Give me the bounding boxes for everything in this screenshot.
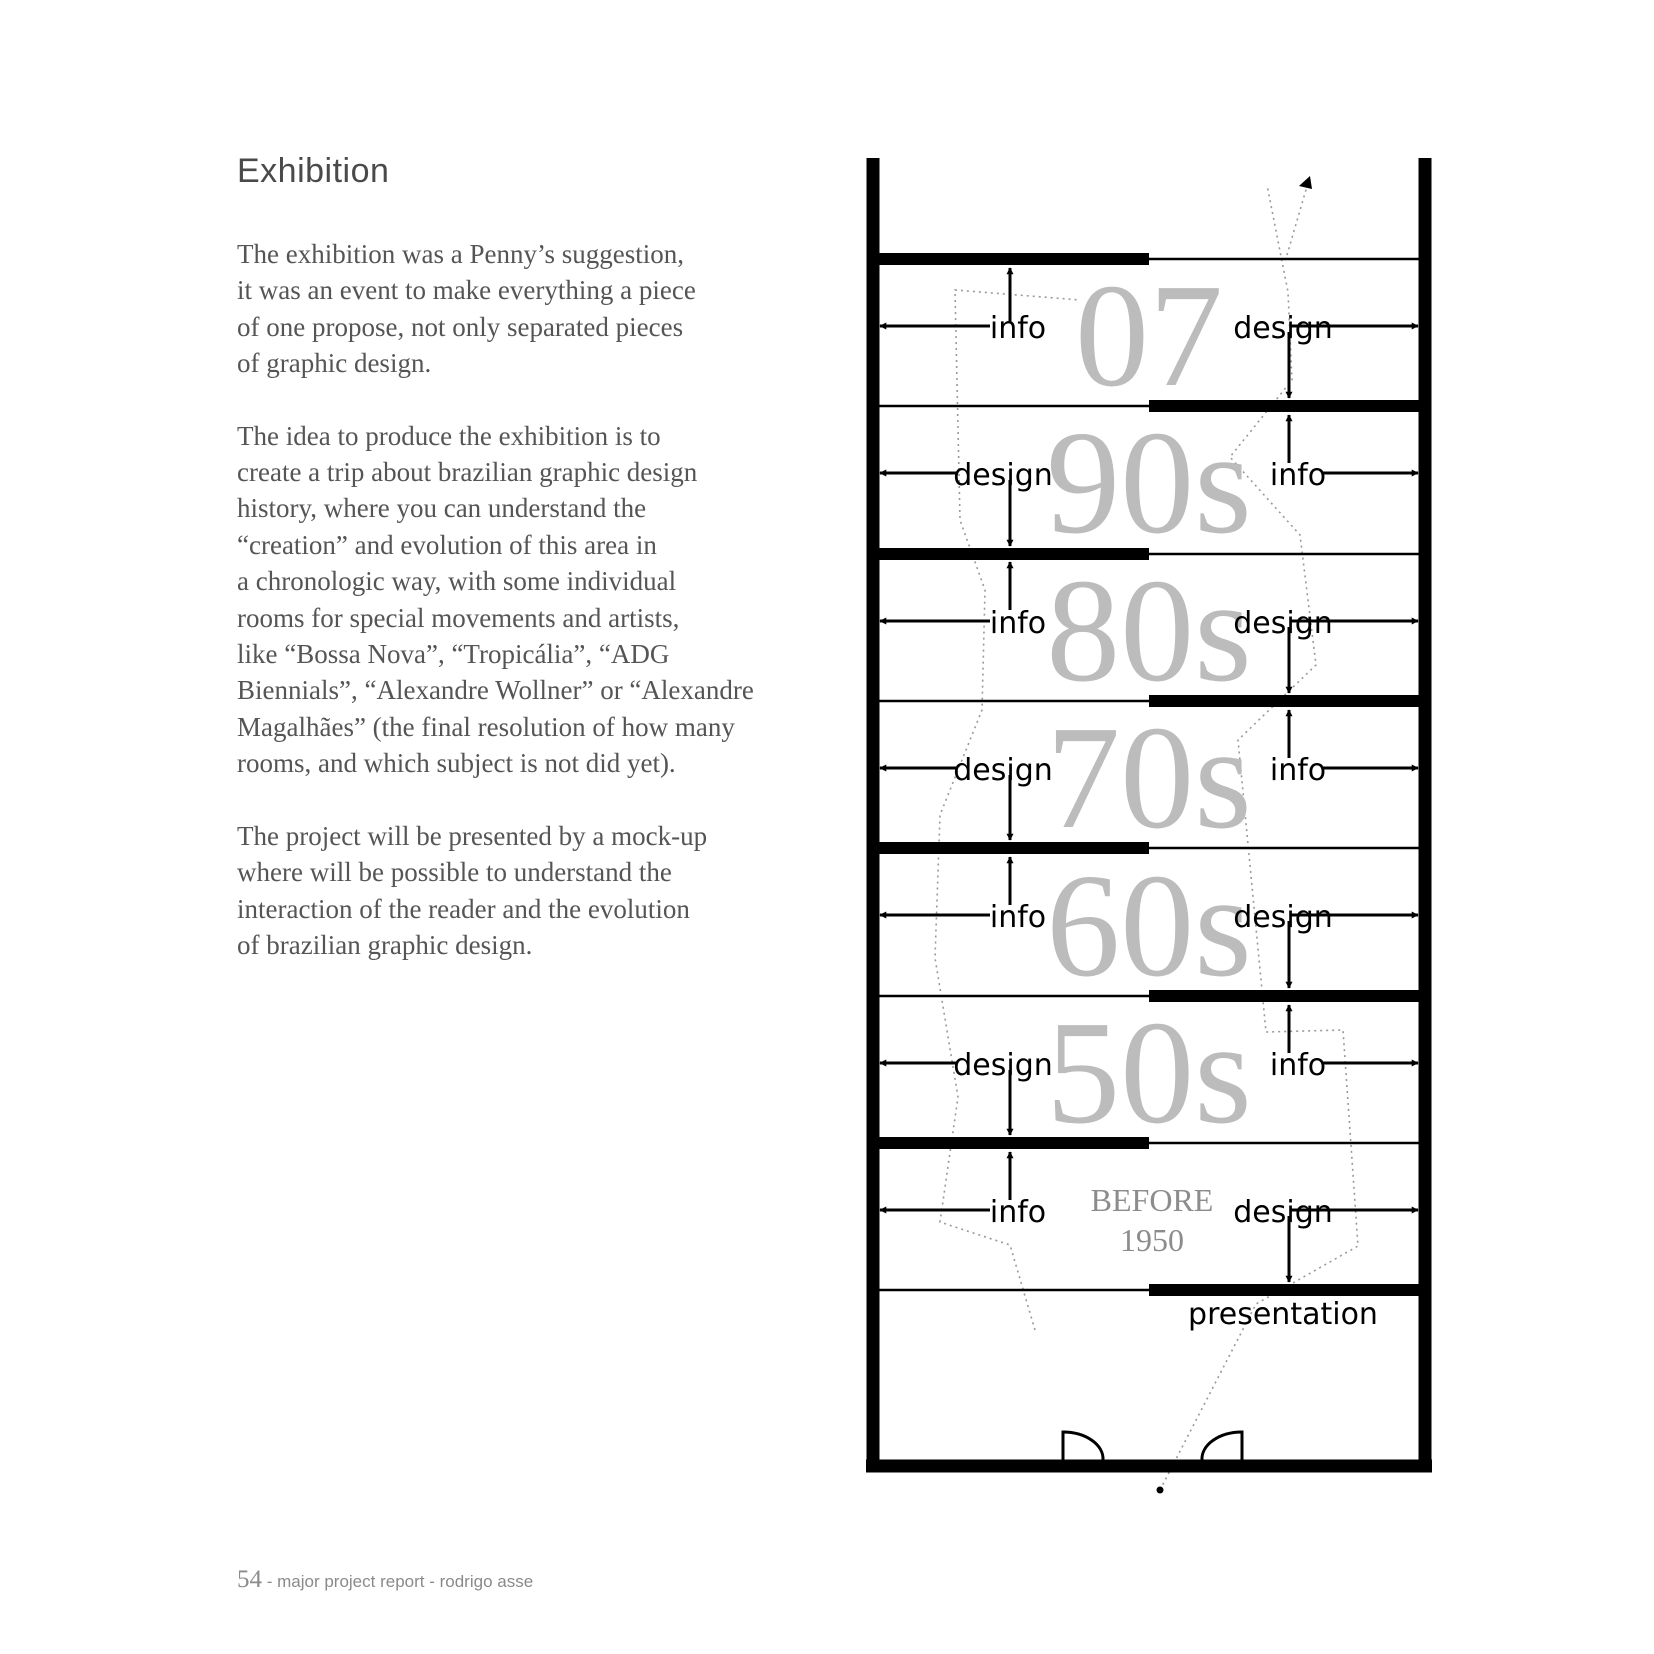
room-label-design: design xyxy=(953,458,1053,493)
room-label-info: info xyxy=(1269,753,1327,788)
path-start-dot xyxy=(1157,1487,1164,1494)
room-label-info: info xyxy=(989,311,1047,346)
room-label-info: info xyxy=(1269,1048,1327,1083)
paragraph-3: The project will be presented by a mock-up where will be possible to understand the interaction of the reader and the evolution of brazilian graphic design. xyxy=(237,820,708,960)
presentation-label: presentation xyxy=(1188,1297,1378,1332)
room-label-design: design xyxy=(953,753,1053,788)
room-decade: 70s xyxy=(1046,696,1252,860)
room-label-design: design xyxy=(1233,606,1333,641)
page-number: 54 xyxy=(237,1566,262,1593)
room-decade-before: BEFORE xyxy=(1090,1182,1214,1218)
page-title: Exhibition xyxy=(237,152,390,190)
room-label-info: info xyxy=(989,1195,1047,1230)
room-decade: 07 xyxy=(1075,254,1223,418)
room-label-design: design xyxy=(953,1048,1053,1083)
room-label-info: info xyxy=(989,606,1047,641)
room-label-info: info xyxy=(989,900,1047,935)
paragraph-1: The exhibition was a Penny’s suggestion, it was an event to make everything a piece of one propose, not only separated pieces of graphic design. xyxy=(237,239,696,379)
path-end xyxy=(1287,176,1310,255)
footer-text: - major project report - rodrigo asse xyxy=(262,1572,534,1591)
room-decade: 80s xyxy=(1046,549,1252,713)
door-right-icon xyxy=(1202,1432,1242,1460)
page-footer xyxy=(237,1566,533,1594)
room-decade-year: 1950 xyxy=(1120,1222,1184,1258)
door-left-icon xyxy=(1063,1432,1103,1460)
room-decade: 60s xyxy=(1046,844,1252,1008)
room-label-design: design xyxy=(1233,311,1333,346)
paragraph-2: The idea to produce the exhibition is to create a trip about brazilian graphic design history, where you can understand the “creation” and evolution of this area in a chronologic way, with some individual rooms for special movements and artists, like “Bossa Nova”, “Tropicália”, “ADG Biennials”, “Alexandre Wollner” or “Alexandre Magalhães” (the final resolution of how many rooms, and which subject is not did yet). xyxy=(237,420,754,779)
path-arrow-icon xyxy=(1299,176,1312,189)
room-label-design: design xyxy=(1233,1195,1333,1230)
room-label-design: design xyxy=(1233,900,1333,935)
room-label-info: info xyxy=(1269,458,1327,493)
room-decade: 90s xyxy=(1046,401,1252,565)
room-decade: 50s xyxy=(1046,991,1252,1155)
